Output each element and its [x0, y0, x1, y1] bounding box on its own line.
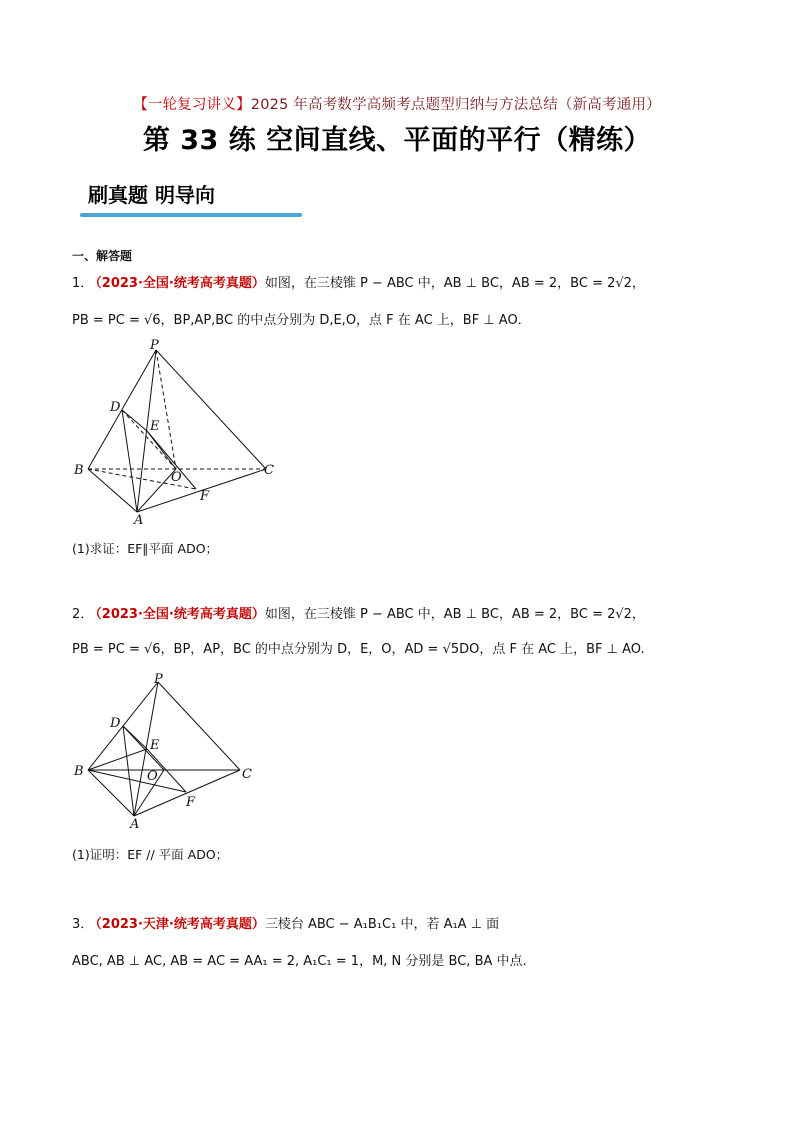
- label-p: P: [150, 338, 159, 353]
- edge-ba: [88, 469, 137, 512]
- label-o: O: [171, 470, 182, 485]
- edge-pb: [88, 350, 156, 469]
- label-o: O: [147, 769, 158, 784]
- problem-1-statement-1: 如图，在三棱锥 P − ABC 中，AB ⊥ BC，AB = 2，BC = 2√2，: [264, 276, 645, 291]
- problem-2-line-2: PB = PC = √6，BP，AP，BC 的中点分别为 D，E，O，AD = √5DO，点 F 在 AC 上，BF ⊥ AO.: [72, 642, 645, 657]
- problem-1-figure: [70, 338, 290, 530]
- segment-do-hidden: [122, 410, 176, 469]
- segment-da: [122, 410, 137, 512]
- label-a: A: [130, 817, 140, 832]
- segment-da: [123, 726, 134, 816]
- edge-ba: [88, 770, 134, 816]
- label-e: E: [150, 738, 160, 753]
- edge-pc: [156, 350, 266, 469]
- problem-3-source: （2023·天津·统考高考真题）: [95, 917, 265, 932]
- segment-bf: [88, 770, 186, 792]
- series-bracket: 【一轮复习讲义】: [133, 97, 251, 113]
- section-heading: 刷真题 明导向: [88, 183, 215, 207]
- label-f: F: [200, 489, 210, 504]
- problem-2-statement-1: 如图，在三棱锥 P − ABC 中，AB ⊥ BC，AB = 2，BC = 2√2，: [264, 607, 645, 622]
- problem-2-part-1: (1)证明：EF // 平面 ADO；: [72, 847, 229, 862]
- problem-2-source: （2023·全国·统考高考真题）: [95, 607, 265, 622]
- label-d: D: [110, 400, 121, 415]
- label-b: B: [74, 764, 84, 779]
- problem-2-number: 2．: [72, 607, 94, 622]
- problem-2-line-1: [72, 603, 645, 622]
- section-underline: [80, 213, 302, 217]
- problem-1-number: 1．: [72, 276, 94, 291]
- problem-3-line-2: ABC, AB ⊥ AC, AB = AC = AA₁ = 2, A₁C₁ = 1，M, N 分别是 BC, BA 中点.: [72, 954, 527, 969]
- segment-de: [122, 410, 147, 431]
- label-c: C: [242, 767, 252, 782]
- label-d: D: [110, 716, 121, 731]
- label-p: P: [154, 672, 163, 687]
- problem-2-figure: [70, 670, 270, 835]
- label-f: F: [186, 795, 196, 810]
- edge-pc: [158, 682, 240, 770]
- problem-3-statement-1: 三棱台 ABC − A₁B₁C₁ 中，若 A₁A ⊥ 面: [264, 917, 500, 932]
- label-c: C: [264, 463, 274, 478]
- problem-1-source: （2023·全国·统考高考真题）: [95, 276, 265, 291]
- series-subtitle: 2025 年高考数学高频考点题型归纳与方法总结（新高考通用）: [250, 97, 661, 113]
- problem-1-line-2: PB = PC = √6，BP,AP,BC 的中点分别为 D,E,O，点 F 在 AC 上，BF ⊥ AO．: [72, 313, 531, 328]
- series-title: [0, 93, 794, 114]
- problem-1-part-1: (1)求证：EF∥平面 ADO；: [72, 541, 219, 556]
- problem-1-line-1: [72, 272, 645, 291]
- problem-3-number: 3．: [72, 917, 94, 932]
- problem-3-line-1: [72, 913, 499, 932]
- label-e: E: [150, 419, 160, 434]
- label-a: A: [134, 513, 144, 528]
- page-title: 第 33 练 空间直线、平面的平行（精练）: [142, 125, 652, 156]
- label-b: B: [74, 463, 84, 478]
- part-heading: 一、解答题: [72, 249, 133, 263]
